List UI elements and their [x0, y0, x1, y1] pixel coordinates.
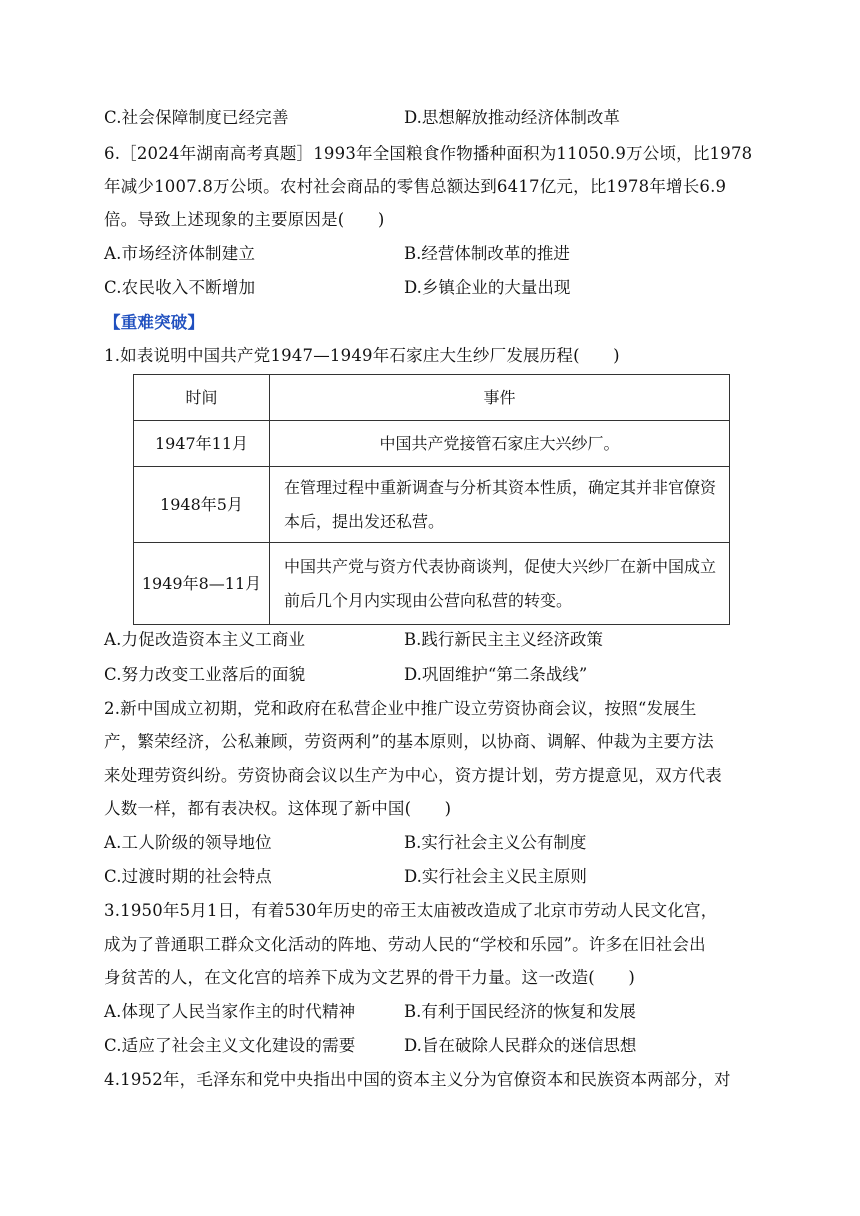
p4-stem-line-1: 4.1952年，毛泽东和党中央指出中国的资本主义分为官僚资本和民族资本两部分，对	[104, 1070, 731, 1089]
q6-stem-line-1: 6.［2024年湖南高考真题］1993年全国粮食作物播种面积为11050.9万公顷，比1978	[104, 144, 753, 163]
table-cell-event: 中国共产党接管石家庄大兴纱厂。	[270, 421, 730, 467]
p1-stem: 1.如表说明中国共产党1947—1949年石家庄大生纱厂发展历程( )	[104, 346, 620, 365]
q5-option-c: C.社会保障制度已经完善	[104, 108, 289, 127]
table-header-event: 事件	[270, 375, 730, 421]
p3-option-b: B.有利于国民经济的恢复和发展	[404, 1002, 636, 1021]
p2-stem-line-4: 人数一样，都有表决权。这体现了新中国( )	[104, 799, 452, 818]
q6-option-c: C.农民收入不断增加	[104, 278, 256, 297]
q6-option-d: D.乡镇企业的大量出现	[404, 278, 571, 297]
p2-option-d: D.实行社会主义民主原则	[404, 867, 587, 886]
table-header-time: 时间	[134, 375, 270, 421]
q6-option-a: A.市场经济体制建立	[104, 244, 256, 263]
p2-option-c: C.过渡时期的社会特点	[104, 867, 272, 886]
p2-stem-line-3: 来处理劳资纠纷。劳资协商会议以生产为中心，资方提计划，劳方提意见，双方代表	[104, 766, 722, 785]
table-row	[134, 421, 730, 467]
p3-option-d: D.旨在破除人民群众的迷信思想	[404, 1036, 637, 1055]
p1-option-c: C.努力改变工业落后的面貌	[104, 665, 306, 684]
p3-stem-line-2: 成为了普通职工群众文化活动的阵地、劳动人民的“学校和乐园”。许多在旧社会出	[104, 935, 706, 954]
table-cell-time: 1948年5月	[134, 467, 270, 543]
table-cell-time: 1947年11月	[134, 421, 270, 467]
table-row	[134, 467, 730, 543]
p3-option-c: C.适应了社会主义文化建设的需要	[104, 1036, 356, 1055]
p1-option-a: A.力促改造资本主义工商业	[104, 630, 306, 649]
section-heading: 【重难突破】	[104, 313, 205, 332]
p2-stem-line-2: 产，繁荣经济，公私兼顾，劳资两利”的基本原则，以协商、调解、仲裁为主要方法	[104, 732, 714, 751]
q6-stem-line-2: 年减少1007.8万公顷。农村社会商品的零售总额达到6417亿元，比1978年增长6.9	[104, 177, 727, 196]
q6-stem-line-3: 倍。导致上述现象的主要原因是( )	[104, 210, 385, 229]
table-cell-time: 1949年8—11月	[134, 543, 270, 625]
history-table	[133, 374, 730, 625]
p3-stem-line-3: 身贫苦的人，在文化宫的培养下成为文艺界的骨干力量。这一改造( )	[104, 968, 635, 987]
p3-stem-line-1: 3.1950年5月1日，有着530年历史的帝王太庙被改造成了北京市劳动人民文化宫，	[104, 901, 718, 920]
p1-option-d: D.巩固维护“第二条战线”	[404, 665, 588, 684]
p2-option-a: A.工人阶级的领导地位	[104, 833, 272, 852]
p3-option-a: A.体现了人民当家作主的时代精神	[104, 1002, 356, 1021]
table-cell-event: 在管理过程中重新调查与分析其资本性质，确定其并非官僚资本后，提出发还私营。	[270, 467, 730, 543]
p2-option-b: B.实行社会主义公有制度	[404, 833, 587, 852]
table-row	[134, 543, 730, 625]
q5-option-d: D.思想解放推动经济体制改革	[404, 108, 620, 127]
p2-stem-line-1: 2.新中国成立初期，党和政府在私营企业中推广设立劳资协商会议，按照“发展生	[104, 699, 697, 718]
p1-option-b: B.践行新民主主义经济政策	[404, 630, 603, 649]
table-header-row	[134, 375, 730, 421]
q6-option-b: B.经营体制改革的推进	[404, 244, 570, 263]
table-cell-event: 中国共产党与资方代表协商谈判，促使大兴纱厂在新中国成立前后几个月内实现由公营向私营的转变。	[270, 543, 730, 625]
